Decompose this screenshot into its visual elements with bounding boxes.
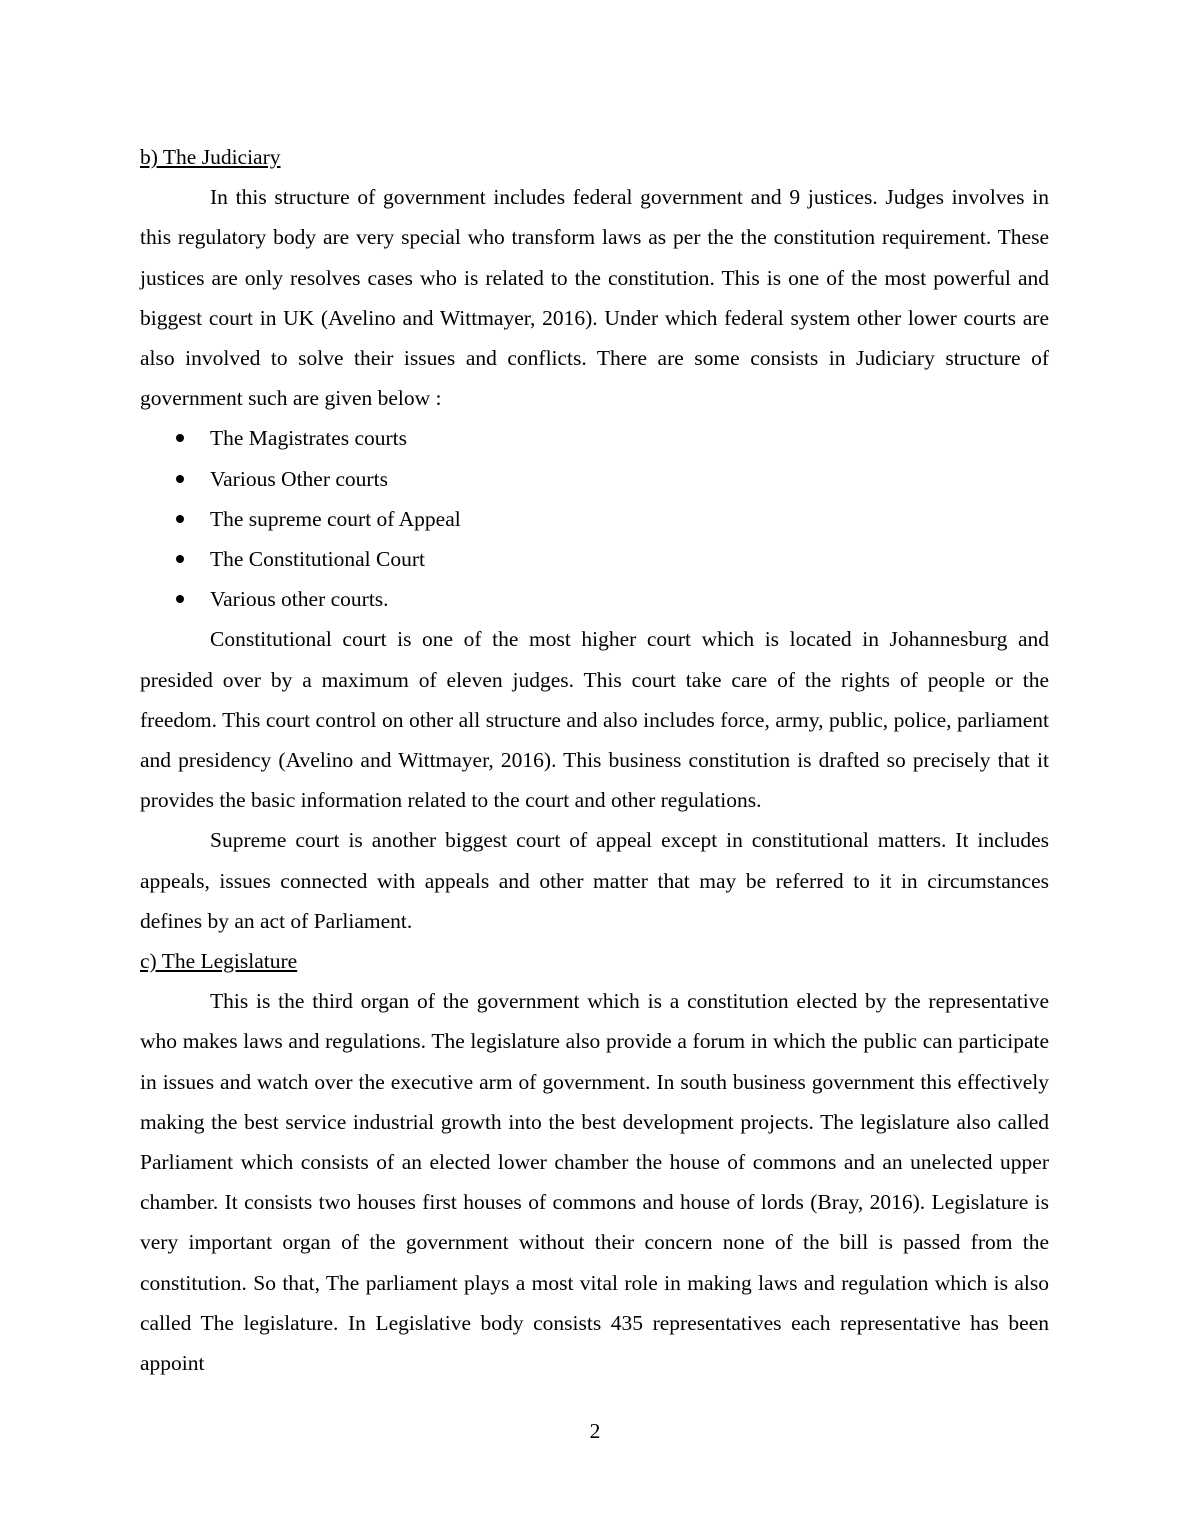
judiciary-heading: b) The Judiciary	[140, 145, 281, 169]
document-page	[140, 137, 1049, 1383]
legislature-heading: c) The Legislature	[140, 949, 298, 974]
list-item-text: The supreme court of Appeal	[210, 506, 461, 531]
bullet-icon	[176, 595, 184, 603]
legislature-paragraph-1: This is the third organ of the government which is a constitution elected by the representative who makes laws and regulations. The legislature also provide a forum in which the public can participate in issues and watch over the executive arm of government. In south business government this effectively making the best service industrial growth into the best development projects. The legislature also called Parliament which consists of an elected lower chamber the house of commons and an unelected upper chamber. It consists two houses first houses of commons and house of lords (Bray, 2016). Legislature is very important organ of the government without their concern none of the bill is passed from the constitution. So that, The parliament plays a most vital role in making laws and regulation which is also called The legislature. In Legislative body consists 435 representatives each representative has been appoint	[140, 989, 1049, 1376]
list-item-text: Various other courts.	[210, 587, 389, 612]
courts-list	[140, 418, 1049, 619]
bullet-icon	[176, 434, 184, 442]
list-item	[140, 579, 1049, 619]
list-item-text: Various Other courts	[210, 466, 388, 491]
bullet-icon	[176, 515, 184, 523]
list-item-text: The Magistrates courts	[210, 426, 408, 451]
list-item	[140, 539, 1049, 579]
judiciary-paragraph-3: Supreme court is another biggest court of appeal except in constitutional matters. It includes appeals, issues connected with appeals and other matter that may be referred to it in circumstances defines by an act of Parliament.	[140, 828, 1049, 933]
list-item	[140, 499, 1049, 539]
list-item	[140, 418, 1049, 458]
bullet-icon	[176, 555, 184, 563]
list-item-text: The Constitutional Court	[210, 547, 425, 572]
page-number: 2	[589, 1419, 601, 1443]
judiciary-paragraph-1: In this structure of government includes federal government and 9 justices. Judges involves in this regulatory body are very special who transform laws as per the the constitution requirement. These justices are only resolves cases who is related to the constitution. This is one of the most powerful and biggest court in UK (Avelino and Wittmayer, 2016). Under which federal system other lower courts are also involved to solve their issues and conflicts. There are some consists in Judiciary structure of government such are given below :	[140, 185, 1049, 411]
judiciary-paragraph-2: Constitutional court is one of the most higher court which is located in Johannesburg and presided over by a maximum of eleven judges. This court take care of the rights of people or the freedom. This court control on other all structure and also includes force, army, public, police, parliament and presidency (Avelino and Wittmayer, 2016). This business constitution is drafted so precisely that it provides the basic information related to the court and other regulations.	[140, 627, 1049, 813]
bullet-icon	[176, 475, 184, 483]
list-item	[140, 459, 1049, 499]
